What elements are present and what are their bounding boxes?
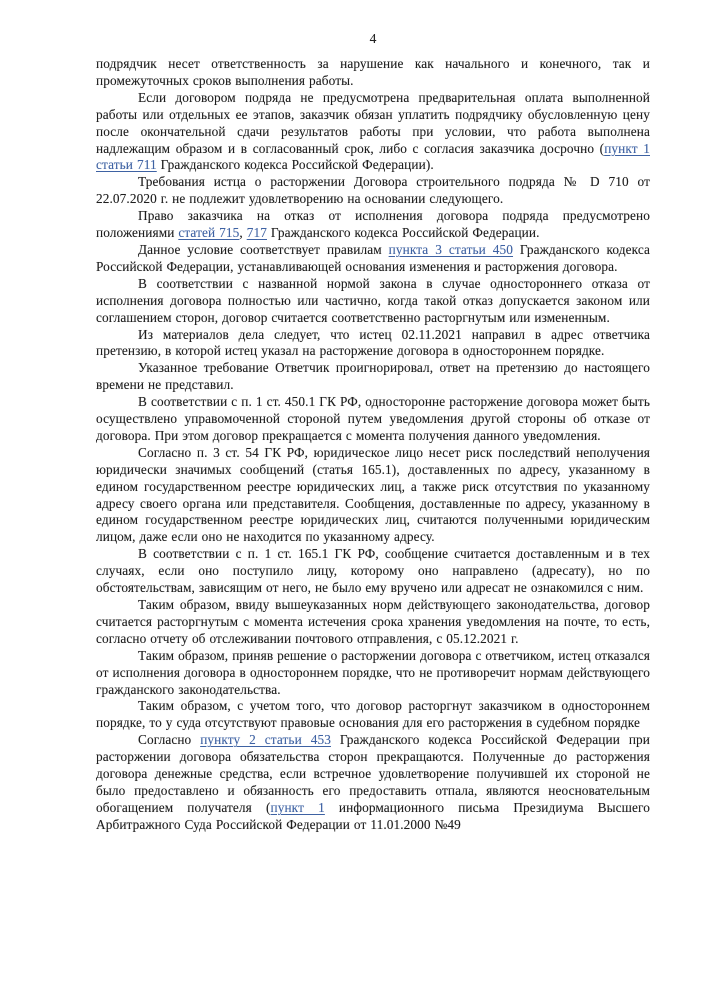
paragraph-text: Таким образом, ввиду вышеуказанных норм действующего законодательства, договор считается расторгнутым с момента истечения срока хранения уведомления на почте, то есть, согласно отчету об отслеживании почтового отправления, с 05.12.2021 г. — [96, 597, 650, 646]
paragraph — [96, 597, 650, 648]
paragraph — [96, 732, 650, 833]
legal-reference-link[interactable]: пункту 2 статьи 453 — [200, 732, 331, 748]
paragraph — [96, 327, 650, 361]
paragraph-text: Согласно п. 3 ст. 54 ГК РФ, юридическое лицо несет риск последствий неполучения юридически значимых сообщений (статья 165.1), доставленных по адресу, указанному в едином государственном реестре юридических лиц, а также риск отсутствия по указанному адресу своего органа или представителя. Сообщения, доставленные по адресу, указанному в едином государственном реестре юридических лиц, считаются полученными юридическим лицом, даже если оно не находится по указанному адресу. — [96, 444, 650, 545]
paragraph-text: Таким образом, с учетом того, что договор расторгнут заказчиком в одностороннем порядке, то у суда отсутствуют правовые основания для его расторжения в судебном порядке — [96, 698, 650, 731]
paragraph — [96, 208, 650, 242]
paragraph-text: Требования истца о расторжении Договора строительного подряда № D 710 от 22.07.2020 г. не подлежит удовлетворению на основании следующего. — [96, 174, 650, 207]
paragraph-text: , — [239, 225, 247, 241]
paragraph — [96, 360, 650, 394]
document-body — [96, 56, 650, 834]
paragraph-text: Из материалов дела следует, что истец 02.11.2021 направил в адрес ответчика претензию, в которой истец указал на расторжение договора в одностороннем порядке. — [96, 326, 650, 359]
paragraph — [96, 394, 650, 445]
paragraph — [96, 174, 650, 208]
legal-reference-link[interactable]: 717 — [246, 225, 267, 241]
paragraph-text: Если договором подряда не предусмотрена предварительная оплата выполненной работы или отдельных ее этапов, заказчик обязан уплатить подрядчику обусловленную цену после окончательной сдачи результатов работы при условии, что работа выполнена надлежащим образом и в согласованный срок, либо с согласия заказчика досрочно ( — [96, 89, 650, 156]
paragraph-text: Гражданского кодекса Российской Федерации при расторжении договора обязательства сторон прекращаются. Полученные до расторжения договора денежные средства, если встречное удовлетворение получившей их стороной не было предоставлено и обязанность его предоставить отпала, являются неосновательным обогащением получателя ( — [96, 732, 651, 815]
legal-reference-link[interactable]: пункт 1 — [270, 799, 325, 815]
paragraph — [96, 546, 650, 597]
paragraph-text: Гражданского кодекса Российской Федерации. — [267, 225, 540, 241]
paragraph — [96, 90, 650, 175]
paragraph — [96, 698, 650, 732]
paragraph — [96, 242, 650, 276]
paragraph-text: информационного письма Президиума Высшего Арбитражного Суда Российской Федерации от 11.01.2000 №49 — [96, 799, 650, 832]
legal-reference-link[interactable]: пункта 3 статьи 450 — [388, 241, 514, 257]
paragraph — [96, 648, 650, 699]
paragraph-text: Таким образом, приняв решение о расторжении договора с ответчиком, истец отказался от исполнения договора в одностороннем порядке, что не противоречит нормам действующего гражданского законодательства. — [96, 647, 650, 697]
page-number: 4 — [369, 31, 377, 46]
paragraph — [96, 445, 650, 546]
paragraph-text: В соответствии с названной нормой закона в случае одностороннего отказа от исполнения договора полностью или частично, когда такой отказ допускается законом или соглашением сторон, договор считается соответственно расторгнутым или измененным. — [96, 275, 650, 325]
paragraph-text: Гражданского кодекса Российской Федерации, устанавливающей основания изменения и расторжения договора. — [96, 241, 650, 274]
paragraph — [96, 56, 650, 90]
legal-reference-link[interactable]: пункт 1 статьи 711 — [96, 140, 650, 173]
paragraph-text: Согласно — [138, 732, 201, 748]
paragraph-text: подрядчик несет ответственность за нарушение как начального и конечного, так и промежуточных сроков выполнения работы. — [96, 56, 650, 88]
paragraph-text: Право заказчика на отказ от исполнения договора подряда предусмотрено положениями — [96, 208, 650, 241]
paragraph-text: Гражданского кодекса Российской Федерации). — [156, 157, 434, 173]
legal-reference-link[interactable]: статей 715 — [178, 225, 240, 241]
paragraph-text: В соответствии с п. 1 ст. 165.1 ГК РФ, сообщение считается доставленным и в тех случаях, если оно поступило лицу, которому оно направлено (адресату), но по обстоятельствам, зависящим от него, не было ему вручено или адресат не ознакомился с ним. — [96, 546, 650, 596]
paragraph — [96, 276, 650, 327]
paragraph-text: В соответствии с п. 1 ст. 450.1 ГК РФ, односторонне расторжение договора может быть осуществлено управомоченной стороной путем уведомления другой стороны об отказе от договора. При этом договор прекращается с момента получения данного уведомления. — [96, 394, 650, 443]
paragraph-text: Данное условие соответствует правилам — [138, 241, 389, 257]
paragraph-text: Указанное требование Ответчик проигнорировал, ответ на претензию до настоящего времени не представил. — [96, 360, 650, 393]
